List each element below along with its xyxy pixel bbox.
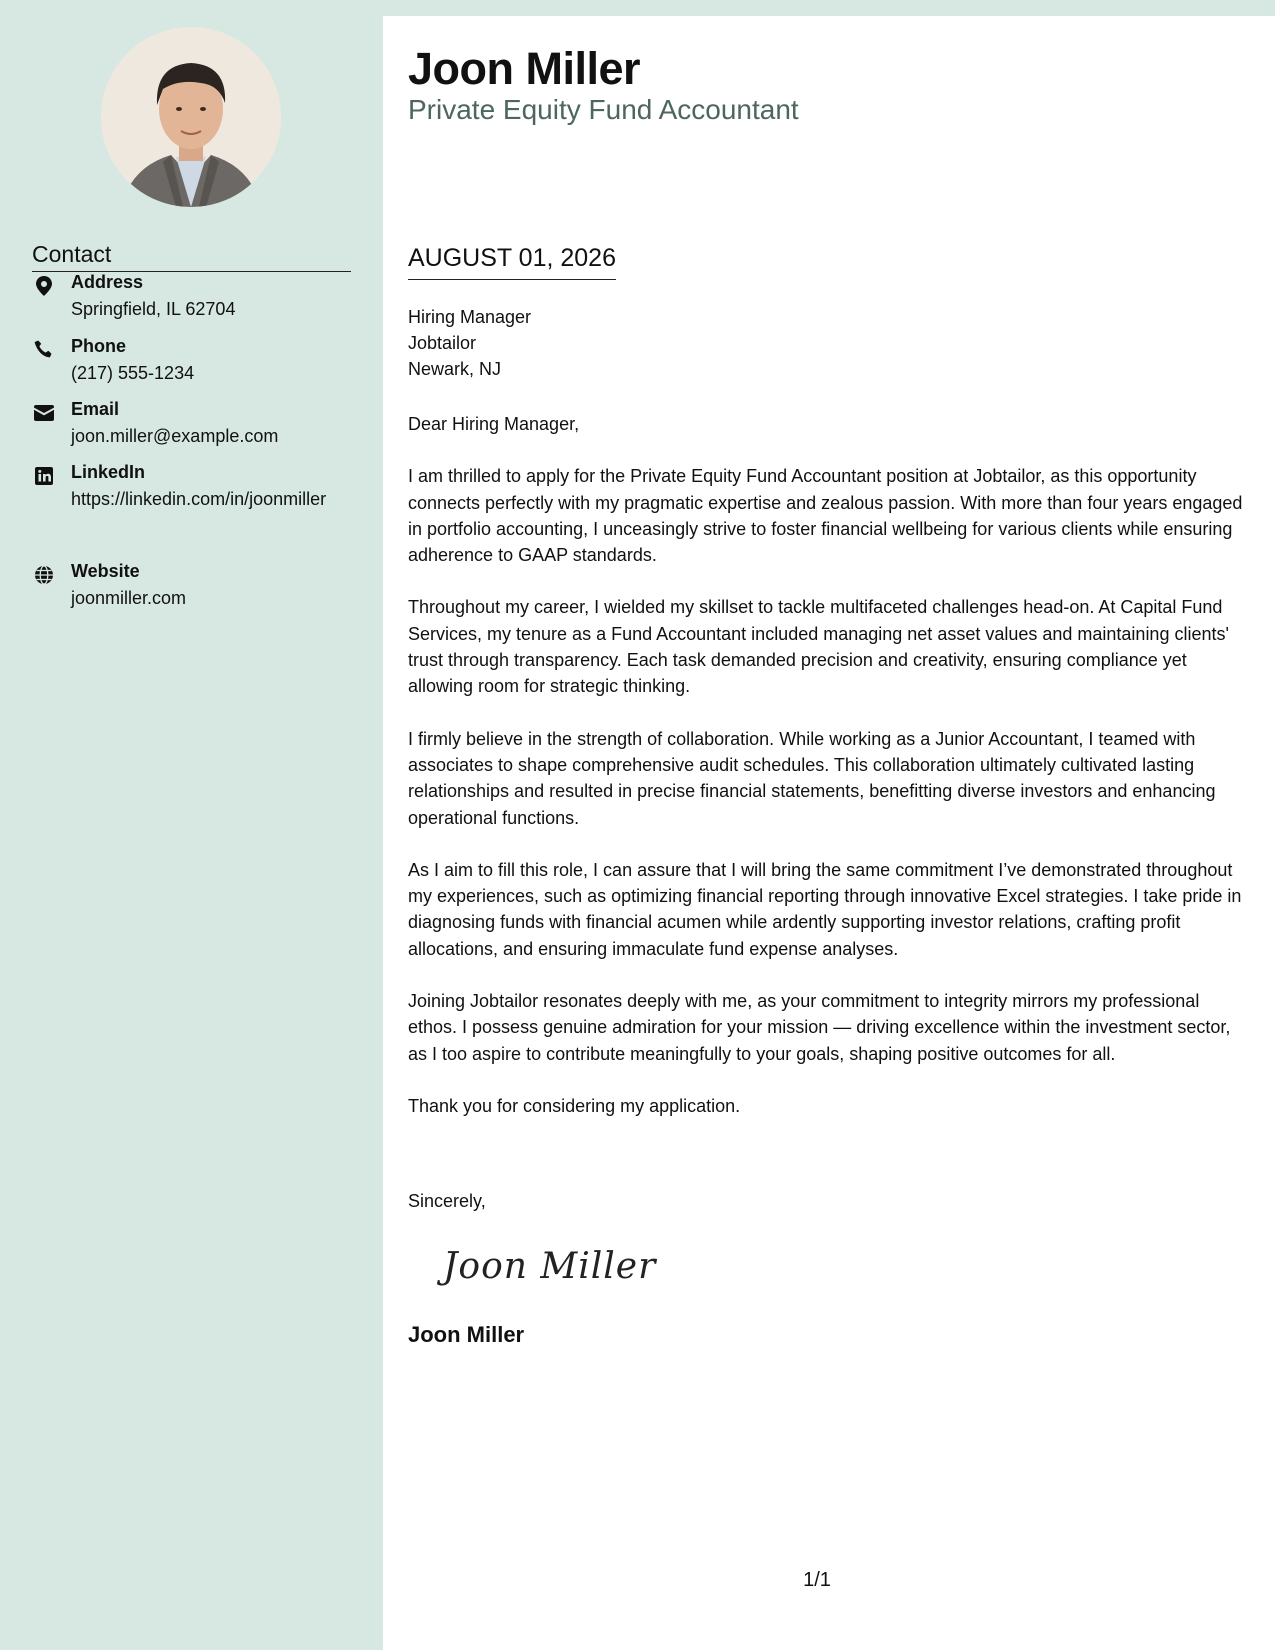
handwritten-signature: Joon Miller	[443, 1246, 657, 1287]
letter-paragraph: As I aim to fill this role, I can assure that I will bring the same commitment I’ve demonstrated throughout my experiences, such as optimizing financial reporting through innovative Excel strategies. I take pride in diagnosing funds with financial acumen while ardently supporting investor relations, crafting profit allocations, and ensuring immaculate fund expense analyses.	[408, 859, 1242, 959]
contact-value[interactable]: joonmiller.com	[71, 588, 187, 608]
page-number	[383, 1569, 1275, 1592]
salutation: Dear Hiring Manager,	[408, 414, 580, 434]
contact-label: Phone	[71, 336, 127, 356]
signed-name: Joon Miller	[408, 1322, 525, 1347]
letter-body	[383, 16, 1275, 1650]
contact-value: (217) 555-1234	[71, 363, 195, 383]
location-pin-icon	[32, 274, 56, 298]
envelope-icon	[32, 401, 56, 425]
recipient-line: Newark, NJ	[408, 359, 502, 379]
sidebar	[0, 0, 383, 1650]
globe-icon	[32, 563, 56, 587]
letter-paragraph: Thank you for considering my application.	[408, 1095, 741, 1116]
applicant-title: Private Equity Fund Accountant	[408, 94, 799, 125]
contact-label: Address	[71, 272, 144, 292]
letter-date: AUGUST 01, 2026	[408, 244, 616, 280]
page-number-text: 1/1	[803, 1569, 831, 1591]
contact-label: Website	[71, 561, 140, 581]
linkedin-icon	[32, 464, 56, 488]
letter-paragraph: I am thrilled to apply for the Private Equity Fund Accountant position at Jobtailor, as this opportunity connects perfectly with my pragmatic expertise and zealous passion. With more than four years engaged in portfolio accounting, I unceasingly strive to foster financial wellbeing for various clients while ensuring adherence to GAAP standards.	[408, 466, 1243, 566]
profile-photo	[101, 27, 281, 207]
recipient-line: Jobtailor	[408, 333, 477, 353]
contact-value[interactable]: https://linkedin.com/in/joonmiller	[71, 489, 327, 509]
applicant-name: Joon Miller	[408, 43, 641, 94]
contact-label: LinkedIn	[71, 462, 146, 482]
recipient-line: Hiring Manager	[408, 307, 532, 327]
recipient-block	[408, 304, 531, 382]
contact-heading: Contact	[32, 241, 351, 272]
letter-paragraph: I firmly believe in the strength of collaboration. While working as a Junior Accountant, I teamed with associates to shape comprehensive audit schedules. This collaboration ultimately cultivated lasting relationships and resulted in precise financial statements, benefitting diverse investors and enhancing operational functions.	[408, 728, 1216, 828]
letter-paragraph: Joining Jobtailor resonates deeply with me, as your commitment to integrity mirrors my professional ethos. I possess genuine admiration for your mission — driving excellence within the investment sector, as I too aspire to contribute meaningfully to your goals, shaping positive outcomes for all.	[408, 991, 1231, 1064]
contact-value: Springfield, IL 62704	[71, 299, 236, 319]
contact-label: Email	[71, 399, 120, 419]
phone-icon	[32, 338, 56, 362]
letter-paragraph: Throughout my career, I wielded my skillset to tackle multifaceted challenges head-on. At Capital Fund Services, my tenure as a Fund Accountant included managing net asset values and maintaining clients' trust through transparency. Each task demanded precision and creativity, ensuring compliance yet allowing room for strategic thinking.	[408, 597, 1229, 697]
closing: Sincerely,	[408, 1191, 486, 1211]
contact-value: joon.miller@example.com	[71, 426, 279, 446]
letter-text	[408, 411, 1243, 1145]
